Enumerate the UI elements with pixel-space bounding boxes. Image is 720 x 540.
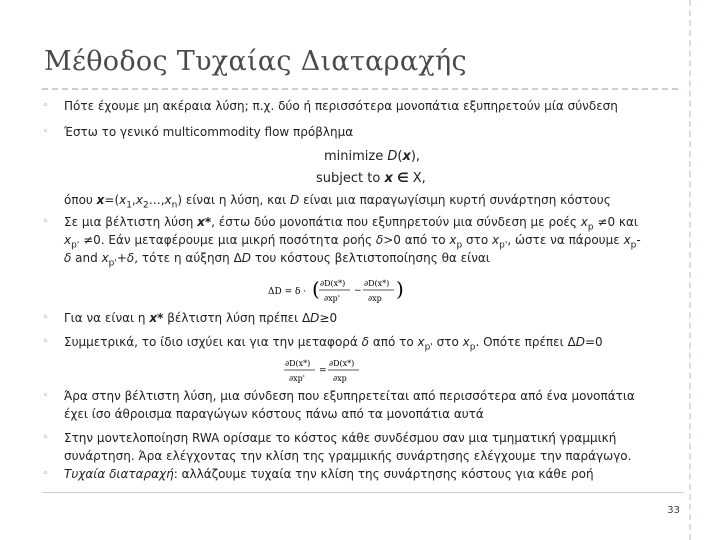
delta-d-formula <box>268 274 418 306</box>
title-divider <box>42 88 678 90</box>
bullet-icon: ◦ <box>43 337 49 347</box>
bullet-7-line-1: Στην μοντελοποίηση RWA ορίσαμε το κόστος κάθε συνδέσμου σαν μια τμηματική γραμμική <box>64 431 617 445</box>
bullet-icon: ◦ <box>43 469 49 479</box>
bullet-3-line-3: δ and $x_{p'}+\delta$, τότε η αύξηση ΔD του κόστους βελτιστοποίησης θα είναι <box>64 251 490 269</box>
bullet-icon: ◦ <box>43 433 49 443</box>
bullet-icon: ◦ <box>43 313 49 323</box>
bullet-6-line-2: έχει ίσο άθροισμα παραγώγων κόστους πάνω από τα μονοπάτια αυτά <box>64 407 484 421</box>
bullet-7-line-2: συνάρτηση. Άρα ελέγχοντας την κλίση της γραμμικής συνάρτησης ελέγχουμε την παράγωγο. <box>64 449 632 463</box>
bullet-5-text: Συμμετρικά, το ίδιο ισχύει και για την μεταφορά δ από το $x_{p'}$ στο $x_p$. Οπότε πρέπει ΔD=0 <box>64 335 603 353</box>
footer-divider <box>42 492 684 493</box>
svg-text:=: = <box>319 366 327 376</box>
svg-text:∂xp: ∂xp <box>333 374 347 383</box>
slide-title: Μέθοδος Τυχαίας Διαταραχής <box>44 46 467 77</box>
bullet-icon: ◦ <box>43 217 49 227</box>
bullet-8-text: Τυχαία διαταραχή: αλλάζουμε τυχαία την κλίση της συνάρτησης κόστους για κάθε ροή <box>64 467 594 481</box>
problem-constraint: subject to x ∈ X, <box>316 171 426 186</box>
svg-text:∂D(x*): ∂D(x*) <box>329 359 355 368</box>
svg-text:(: ( <box>312 277 320 301</box>
svg-text:∂xp': ∂xp' <box>289 374 305 383</box>
svg-text:∂D(x*): ∂D(x*) <box>320 279 346 288</box>
svg-text:): ) <box>396 277 404 301</box>
bullet-2-text: Έστω το γενικό multicommodity flow πρόβλημα <box>64 125 354 139</box>
bullet-4-text: Για να είναι η x* βέλτιστη λύση πρέπει ΔD≥0 <box>64 311 338 325</box>
bullet-1-text: Πότε έχουμε μη ακέραια λύση; π.χ. δύο ή περισσότερα μονοπάτια εξυπηρετούν μία σύνδεση <box>64 99 618 113</box>
equality-formula <box>283 354 363 386</box>
slide-number: 33 <box>667 505 680 516</box>
bullet-icon: ◦ <box>43 391 49 401</box>
bullet-icon: ◦ <box>43 127 49 137</box>
svg-text:−: − <box>354 286 362 296</box>
svg-text:∂D(x*): ∂D(x*) <box>364 279 390 288</box>
bullet-3-line-1: Σε μια βέλτιστη λύση x*, έστω δύο μονοπάτια που εξυπηρετούν μια σύνδεση με ροές $x_p \ne 0$ και <box>64 215 638 233</box>
svg-text:∂D(x*): ∂D(x*) <box>285 359 311 368</box>
problem-where-text: όπου $x=(x_1,x_2\dots,x_n)$ είναι η λύση, και D είναι μια παραγωγίσιμη κυρτή συνάρτηση κόστους <box>64 193 611 211</box>
problem-objective: minimize D(x), <box>324 149 421 164</box>
bullet-6-line-1: Άρα στην βέλτιστη λύση, μια σύνδεση που εξυπηρετείται από περισσότερα από ένα μονοπάτια <box>64 389 635 403</box>
bullet-icon: ◦ <box>43 101 49 111</box>
bullet-3-line-2: $x_{p'} \ne 0$. Εάν μεταφέρουμε μια μικρή ποσότητα ροής δ>0 από το $x_p$ στο $x_{p'}$, ώστε να πάρουμε $x_p-$ <box>64 233 641 251</box>
right-border <box>689 0 691 540</box>
svg-text:∂xp': ∂xp' <box>324 294 340 303</box>
svg-text:∂xp: ∂xp <box>368 294 382 303</box>
svg-text:ΔD = δ ·: ΔD = δ · <box>268 287 307 297</box>
